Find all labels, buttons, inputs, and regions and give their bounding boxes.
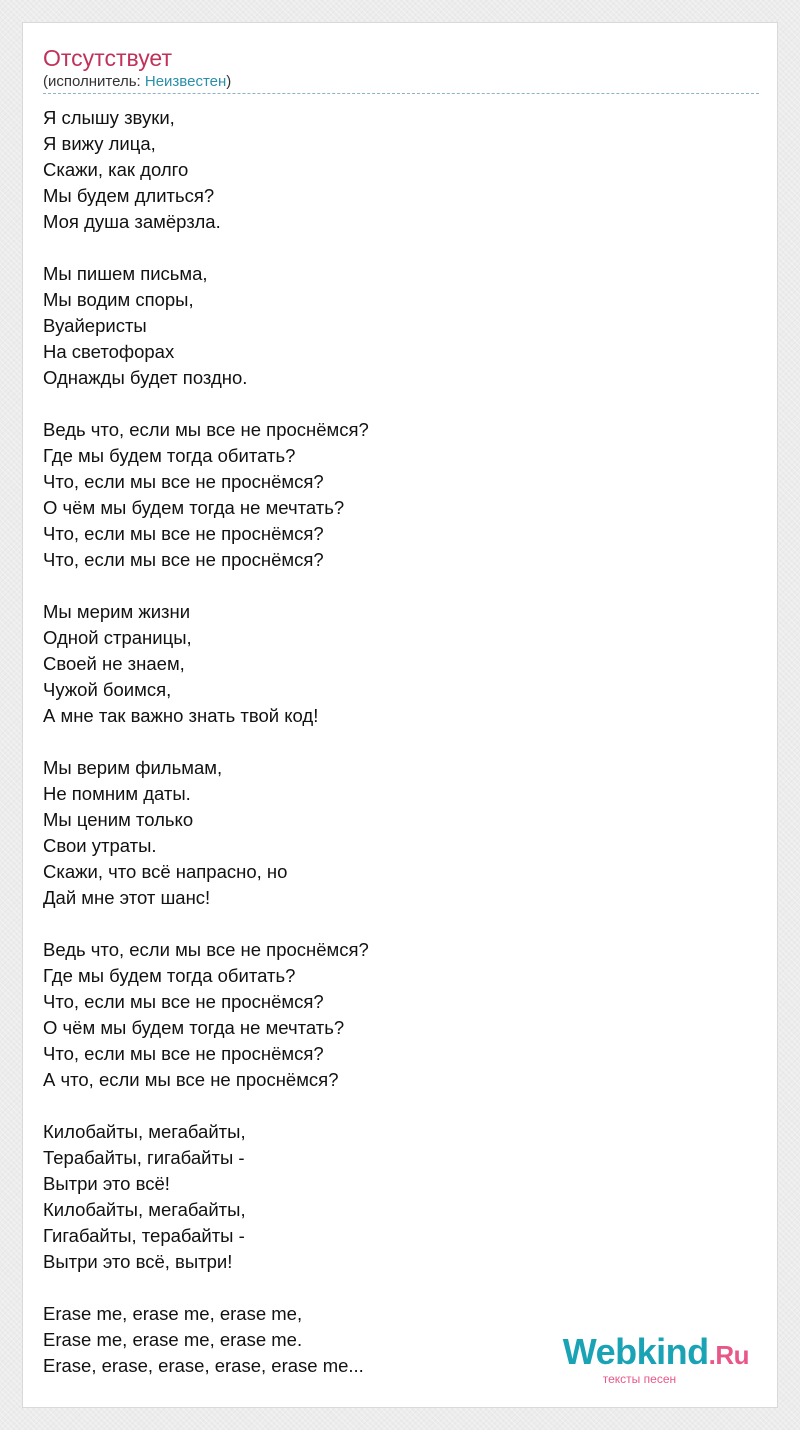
- lyric-line: Мы водим споры,: [43, 289, 194, 310]
- lyric-line: На светофорах: [43, 341, 175, 362]
- lyric-line: Мы верим фильмам,: [43, 757, 223, 778]
- lyric-line: Дай мне этот шанс!: [43, 887, 211, 908]
- lyrics-card: [22, 22, 778, 1408]
- logo-wordmark: [562, 1331, 749, 1373]
- song-title: Отсутствует: [43, 45, 172, 71]
- artist-prefix: (исполнитель:: [43, 73, 145, 90]
- lyric-line: Скажи, что всё напрасно, но: [43, 861, 288, 882]
- lyric-line: Мы ценим только: [43, 809, 194, 830]
- lyric-line: Скажи, как долго: [43, 159, 189, 180]
- logo-name: Webkind: [562, 1331, 709, 1372]
- lyric-line: Вытри это всё!: [43, 1173, 170, 1194]
- lyric-line: Erase, erase, erase, erase, erase me...: [43, 1355, 364, 1376]
- site-logo[interactable]: [562, 1331, 749, 1386]
- lyric-line: Чужой боимся,: [43, 679, 172, 700]
- lyric-line: Ведь что, если мы все не проснёмся?: [43, 939, 369, 960]
- lyric-line: Своей не знаем,: [43, 653, 185, 674]
- lyric-line: Что, если мы все не проснёмся?: [43, 471, 324, 492]
- stanza-gap: [43, 391, 369, 417]
- lyric-line: Мы будем длиться?: [43, 185, 215, 206]
- artist-suffix: ): [226, 73, 232, 90]
- lyric-line: Вуайеристы: [43, 315, 147, 336]
- lyric-line: Свои утраты.: [43, 835, 157, 856]
- lyric-line: Где мы будем тогда обитать?: [43, 965, 296, 986]
- lyric-line: Однажды будет поздно.: [43, 367, 248, 388]
- lyric-line: Не помним даты.: [43, 783, 191, 804]
- lyric-line: Что, если мы все не проснёмся?: [43, 523, 324, 544]
- lyric-line: Вытри это всё, вытри!: [43, 1251, 233, 1272]
- stanza-gap: [43, 1275, 369, 1301]
- lyric-line: О чём мы будем тогда не мечтать?: [43, 497, 345, 518]
- lyric-line: Мы мерим жизни: [43, 601, 191, 622]
- lyric-line: А мне так важно знать твой код!: [43, 705, 319, 726]
- lyric-line: Erase me, erase me, erase me,: [43, 1303, 303, 1324]
- stanza-gap: [43, 573, 369, 599]
- lyric-line: Где мы будем тогда обитать?: [43, 445, 296, 466]
- lyric-line: Erase me, erase me, erase me.: [43, 1329, 303, 1350]
- lyric-line: Я вижу лица,: [43, 133, 156, 154]
- stanza-gap: [43, 235, 369, 261]
- lyric-line: Гигабайты, терабайты -: [43, 1225, 245, 1246]
- logo-tld: .Ru: [708, 1340, 749, 1370]
- lyric-line: Ведь что, если мы все не проснёмся?: [43, 419, 369, 440]
- artist-link[interactable]: Неизвестен: [144, 73, 227, 90]
- lyric-line: Мы пишем письма,: [43, 263, 208, 284]
- stanza-gap: [43, 911, 369, 937]
- lyric-line: Одной страницы,: [43, 627, 192, 648]
- lyrics-text: [43, 105, 369, 1379]
- logo-tagline: тексты песен: [602, 1372, 677, 1386]
- lyric-line: Терабайты, гигабайты -: [43, 1147, 245, 1168]
- lyric-line: Что, если мы все не проснёмся?: [43, 1043, 324, 1064]
- stanza-gap: [43, 729, 369, 755]
- artist-line: [43, 72, 759, 94]
- lyric-line: Что, если мы все не проснёмся?: [43, 991, 324, 1012]
- lyric-line: Что, если мы все не проснёмся?: [43, 549, 324, 570]
- lyric-line: О чём мы будем тогда не мечтать?: [43, 1017, 345, 1038]
- lyric-line: Я слышу звуки,: [43, 107, 175, 128]
- lyric-line: Килобайты, мегабайты,: [43, 1121, 246, 1142]
- stanza-gap: [43, 1093, 369, 1119]
- lyric-line: А что, если мы все не проснёмся?: [43, 1069, 339, 1090]
- lyric-line: Килобайты, мегабайты,: [43, 1199, 246, 1220]
- lyric-line: Моя душа замёрзла.: [43, 211, 221, 232]
